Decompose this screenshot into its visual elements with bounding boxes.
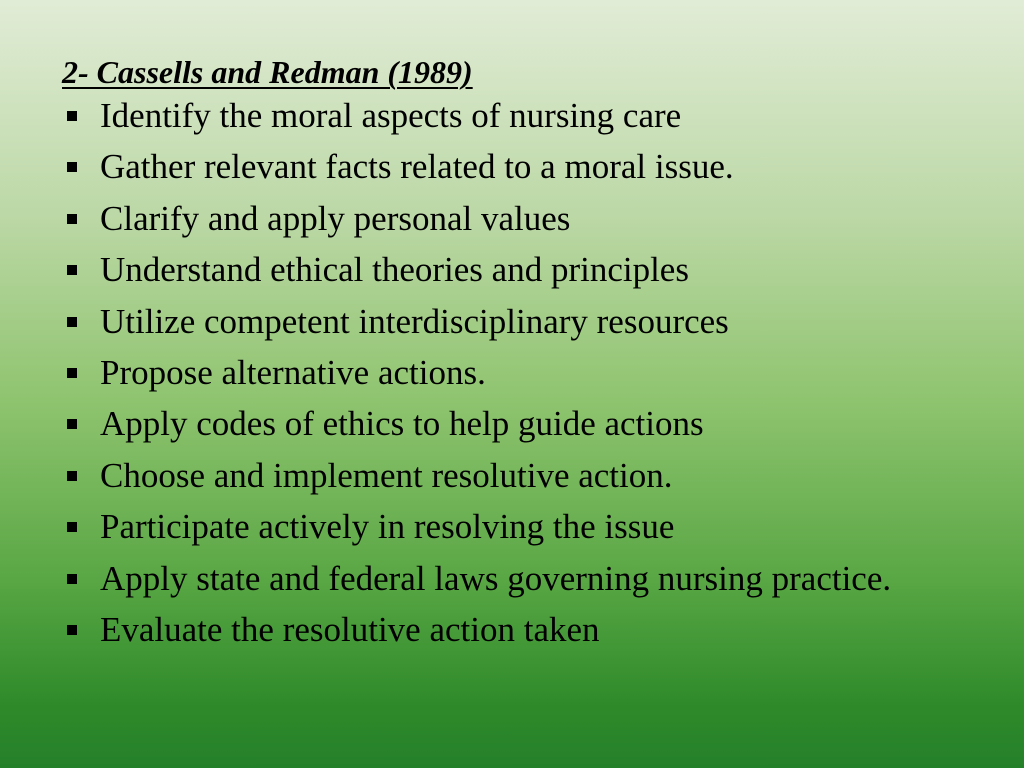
bullet-item xyxy=(62,406,942,442)
bullet-item xyxy=(62,98,942,134)
square-bullet-icon xyxy=(67,368,77,378)
bullet-text: Utilize competent interdisciplinary resources xyxy=(100,301,729,341)
bullet-list xyxy=(62,98,942,663)
bullet-item xyxy=(62,609,942,649)
bullet-text: Gather relevant facts related to a moral issue. xyxy=(100,147,734,187)
bullet-item xyxy=(62,301,942,341)
bullet-text: Clarify and apply personal values xyxy=(100,198,571,238)
bullet-item xyxy=(62,352,942,392)
bullet-text: Apply state and federal laws governing nursing practice. xyxy=(100,558,892,598)
square-bullet-icon xyxy=(67,625,77,635)
square-bullet-icon xyxy=(67,419,77,429)
bullet-text: Evaluate the resolutive action taken xyxy=(100,609,600,649)
bullet-text: Identify the moral aspects of nursing care xyxy=(100,96,682,135)
square-bullet-icon xyxy=(67,574,77,584)
square-bullet-icon xyxy=(67,522,77,532)
bullet-text: Choose and implement resolutive action. xyxy=(100,455,673,495)
bullet-item xyxy=(62,455,942,495)
square-bullet-icon xyxy=(67,471,77,481)
slide-heading: 2- Cassells and Redman (1989) xyxy=(62,54,473,90)
bullet-text: Understand ethical theories and principles xyxy=(100,250,689,290)
square-bullet-icon xyxy=(67,265,77,275)
square-bullet-icon xyxy=(67,162,77,172)
square-bullet-icon xyxy=(67,317,77,327)
bullet-item xyxy=(62,509,942,545)
square-bullet-icon xyxy=(67,111,77,121)
square-bullet-icon xyxy=(67,214,77,224)
bullet-text: Propose alternative actions. xyxy=(100,352,486,392)
bullet-item xyxy=(62,198,942,238)
bullet-text: Apply codes of ethics to help guide actions xyxy=(100,404,704,444)
bullet-text: Participate actively in resolving the issue xyxy=(100,507,675,547)
bullet-item xyxy=(62,558,942,598)
bullet-item xyxy=(62,149,942,185)
bullet-item xyxy=(62,252,942,288)
